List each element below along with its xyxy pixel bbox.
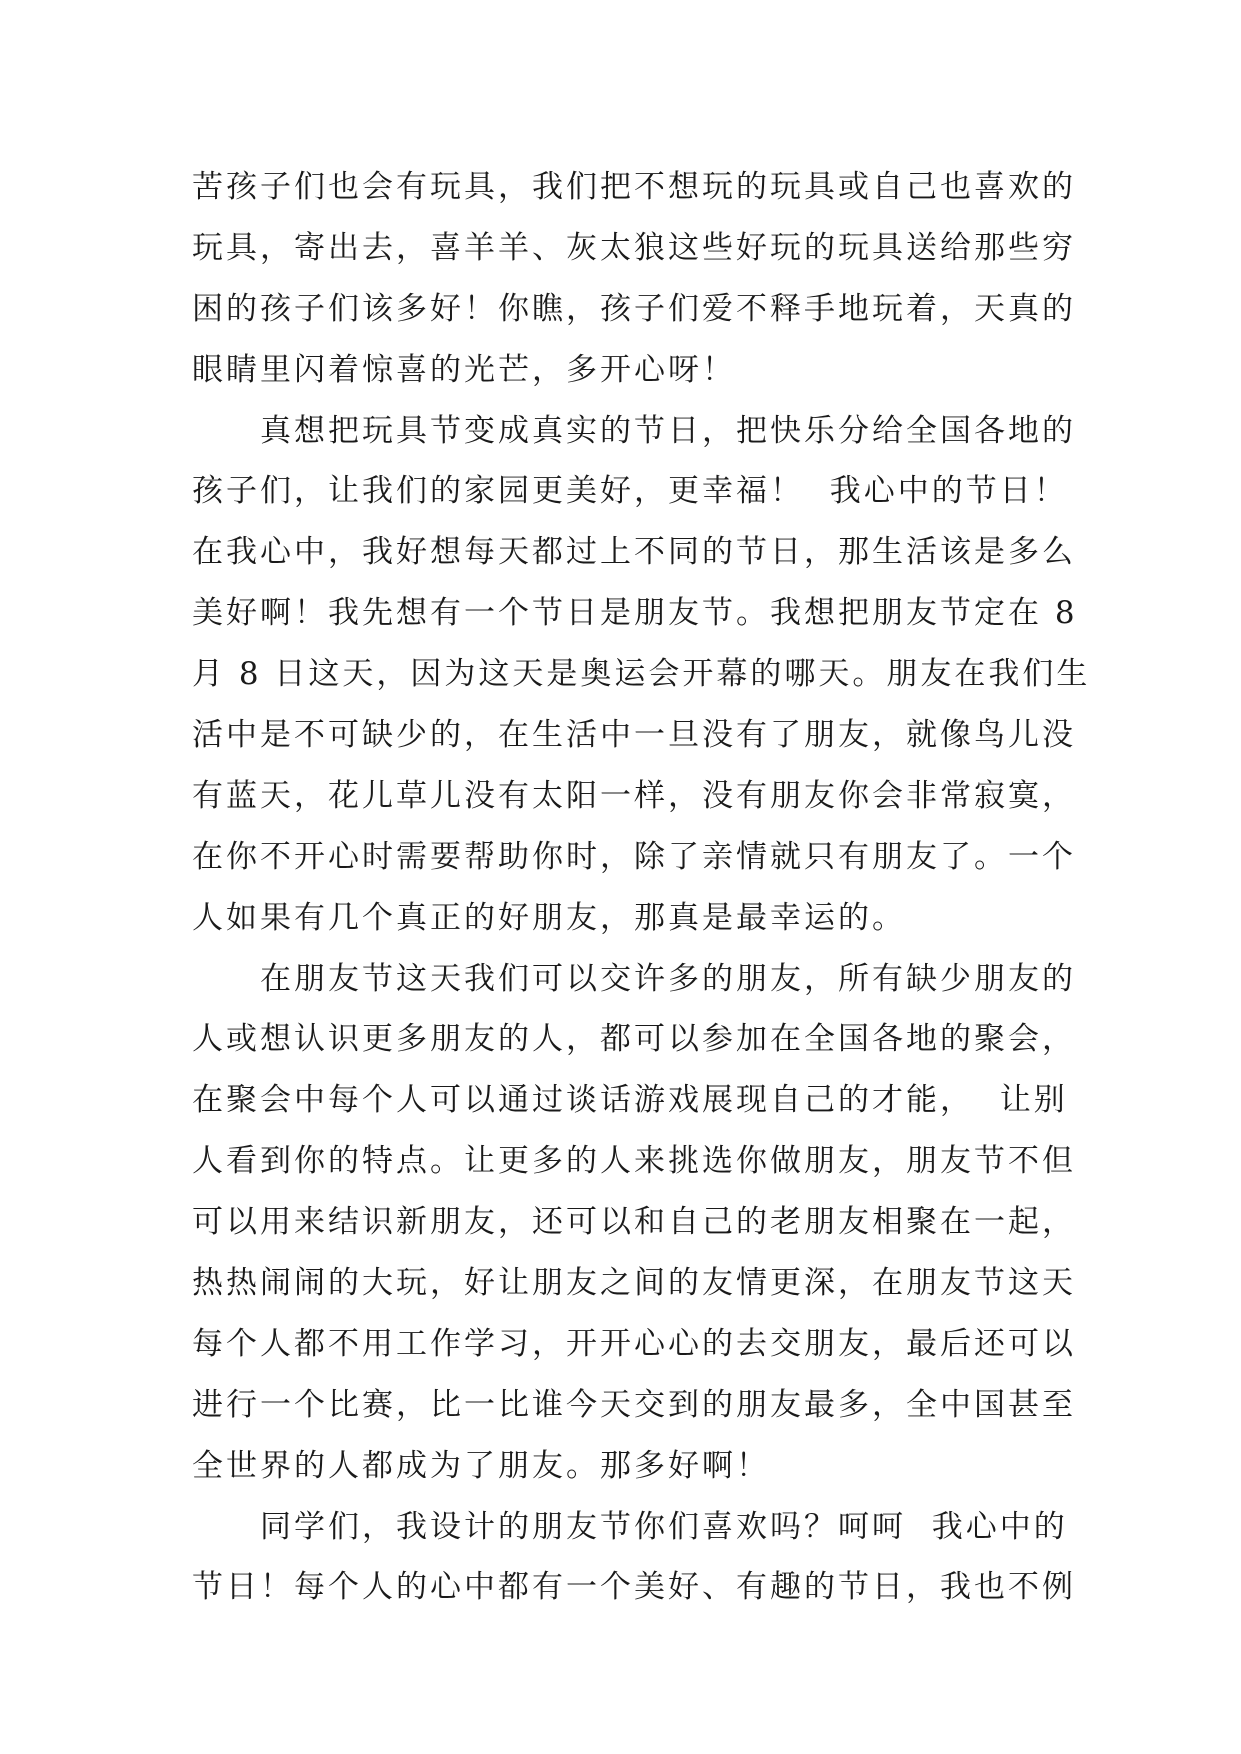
text-line: 困的孩子们该多好！你瞧，孩子们爱不释手地玩着，天真的 [192, 290, 1076, 327]
text-line: 月 8 日这天，因为这天是奥运会开幕的哪天。朋友在我们生 [192, 656, 1091, 693]
text-line: 人或想认识更多朋友的人，都可以参加在全国各地的聚会， [192, 1021, 1076, 1058]
text-line: 热热闹闹的大玩，好让朋友之间的友情更深，在朋友节这天 [192, 1265, 1076, 1302]
text-line: 同学们，我设计的朋友节你们喜欢吗？呵呵 我心中的 [192, 1508, 1068, 1545]
text-line: 在我心中，我好想每天都过上不同的节日，那生活该是多么 [192, 534, 1076, 571]
text-line: 在朋友节这天我们可以交许多的朋友，所有缺少朋友的 [192, 960, 1076, 997]
text-line: 节日！每个人的心中都有一个美好、有趣的节日，我也不例 [192, 1569, 1076, 1606]
text-line: 进行一个比赛，比一比谁今天交到的朋友最多，全中国甚至 [192, 1386, 1076, 1423]
text-line: 人如果有几个真正的好朋友，那真是最幸运的。 [192, 899, 906, 936]
text-line: 在聚会中每个人可以通过谈话游戏展现自己的才能， 让别 [192, 1082, 1068, 1119]
text-line: 可以用来结识新朋友，还可以和自己的老朋友相聚在一起， [192, 1204, 1076, 1241]
text-line: 在你不开心时需要帮助你时，除了亲情就只有朋友了。一个 [192, 838, 1076, 875]
text-line: 苦孩子们也会有玩具，我们把不想玩的玩具或自己也喜欢的 [192, 169, 1076, 205]
text-line: 每个人都不用工作学习，开开心心的去交朋友，最后还可以 [192, 1325, 1076, 1362]
text-line: 孩子们，让我们的家园更美好，更幸福！ 我心中的节日！ [192, 473, 1068, 510]
text-line: 有蓝天，花儿草儿没有太阳一样，没有朋友你会非常寂寞， [192, 777, 1076, 814]
body-text [192, 157, 1091, 1618]
text-line: 真想把玩具节变成真实的节日，把快乐分给全国各地的 [192, 412, 1076, 449]
text-line: 玩具，寄出去，喜羊羊、灰太狼这些好玩的玩具送给那些穷 [192, 229, 1076, 266]
text-line: 活中是不可缺少的，在生活中一旦没有了朋友，就像鸟儿没 [192, 717, 1076, 754]
text-line: 眼睛里闪着惊喜的光芒，多开心呀！ [192, 351, 736, 388]
text-line: 人看到你的特点。让更多的人来挑选你做朋友，朋友节不但 [192, 1143, 1076, 1180]
text-line: 全世界的人都成为了朋友。那多好啊！ [192, 1447, 770, 1484]
text-line: 美好啊！我先想有一个节日是朋友节。我想把朋友节定在 8 [192, 595, 1078, 632]
